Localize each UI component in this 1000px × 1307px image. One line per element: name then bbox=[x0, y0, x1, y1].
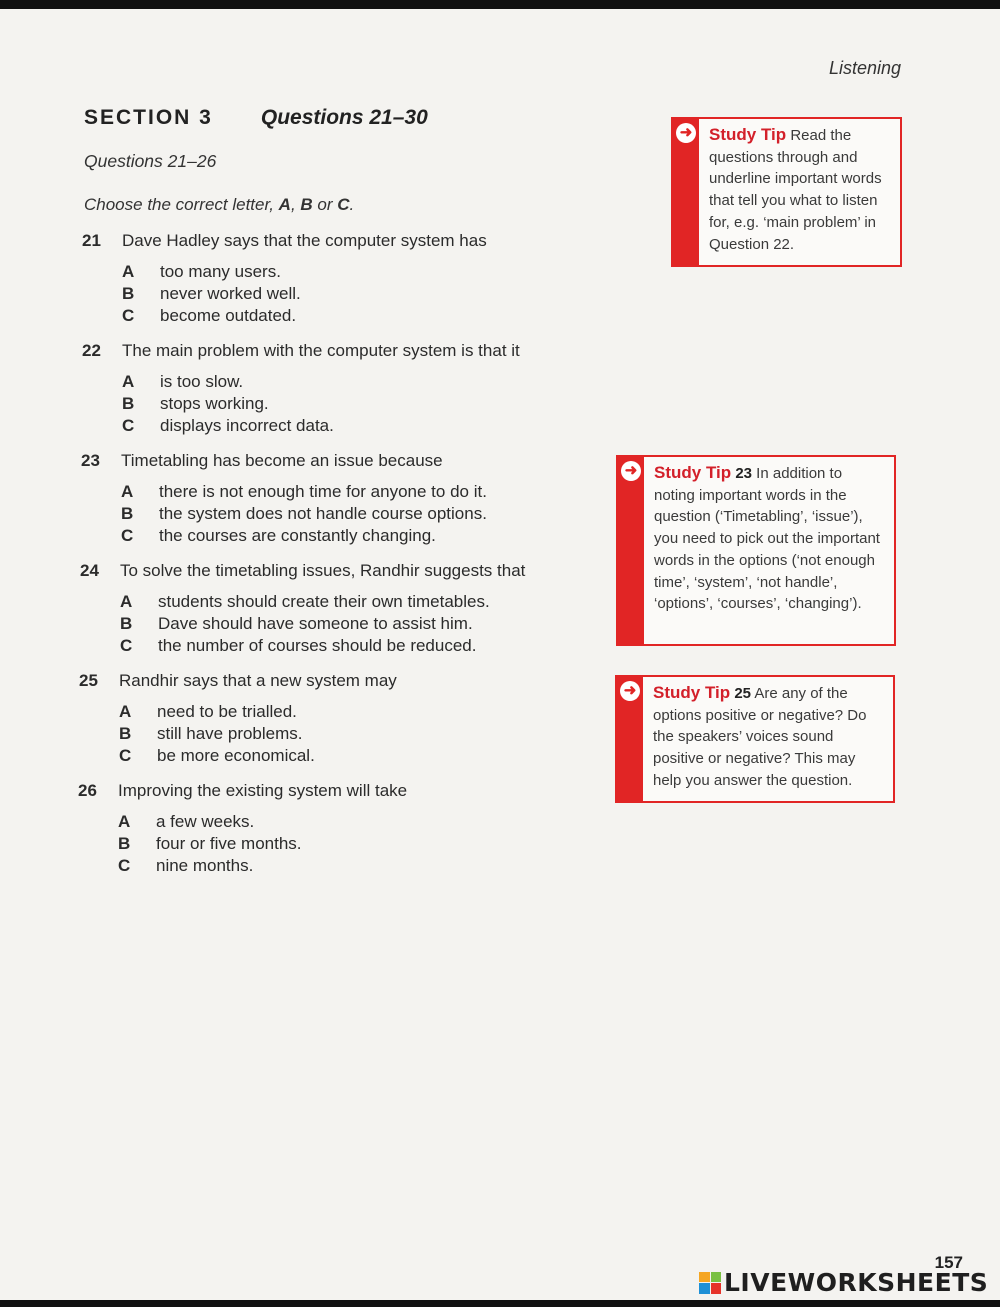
liveworksheets-logo-icon bbox=[699, 1272, 721, 1294]
question-number: 22 bbox=[82, 341, 101, 360]
question-22 bbox=[82, 341, 520, 438]
study-tip-box bbox=[671, 117, 902, 267]
option-letter: A bbox=[119, 702, 132, 721]
option-text: need to be trialled. bbox=[157, 702, 297, 721]
option-letter: C bbox=[120, 636, 133, 655]
option-text: nine months. bbox=[156, 856, 254, 875]
top-border bbox=[0, 0, 1000, 9]
option-list bbox=[119, 702, 397, 768]
option-letter: A bbox=[120, 592, 133, 611]
question-26 bbox=[78, 781, 407, 878]
tip-strip bbox=[618, 457, 644, 644]
option-text: be more economical. bbox=[157, 746, 315, 765]
option-letter: C bbox=[118, 856, 131, 875]
tip-body bbox=[643, 677, 893, 801]
option-text: the courses are constantly changing. bbox=[159, 526, 436, 545]
instruction-end: . bbox=[349, 195, 355, 214]
tip-body bbox=[644, 457, 894, 644]
tip-strip bbox=[673, 119, 699, 265]
option-letter: A bbox=[122, 372, 135, 391]
instruction-separator: or bbox=[312, 195, 338, 214]
option-c[interactable] bbox=[119, 746, 397, 768]
option-letter: B bbox=[121, 504, 134, 523]
tip-number: 23 bbox=[735, 465, 752, 482]
option-list bbox=[120, 592, 525, 658]
option-text: Dave should have someone to assist him. bbox=[158, 614, 473, 633]
option-letter: A bbox=[122, 262, 135, 281]
section-label: SECTION 3 bbox=[84, 106, 213, 129]
instruction-letter-b: B bbox=[300, 195, 313, 214]
option-b[interactable] bbox=[119, 724, 397, 746]
option-letter: A bbox=[118, 812, 131, 831]
watermark-text: LIVEWORKSHEETS bbox=[724, 1268, 989, 1297]
page-number: 157 bbox=[934, 1253, 963, 1272]
option-letter: C bbox=[119, 746, 132, 765]
question-number: 23 bbox=[81, 451, 100, 470]
option-a[interactable] bbox=[119, 702, 397, 724]
option-text: is too slow. bbox=[160, 372, 244, 391]
tip-text: Are any of the options positive or negative? Do the speakers’ voices sound positive or negative? This may help you answer the question. bbox=[653, 685, 867, 789]
option-text: still have problems. bbox=[157, 724, 303, 743]
question-stem: Timetabling has become an issue because bbox=[121, 451, 443, 470]
question-25 bbox=[79, 671, 397, 768]
instruction bbox=[84, 195, 354, 215]
option-c[interactable] bbox=[122, 306, 487, 328]
option-text: displays incorrect data. bbox=[160, 416, 334, 435]
option-letter: C bbox=[122, 416, 135, 435]
option-list bbox=[118, 812, 407, 878]
question-stem: Improving the existing system will take bbox=[118, 781, 408, 800]
option-letter: B bbox=[122, 394, 135, 413]
arrow-right-icon: ➜ bbox=[620, 681, 640, 701]
question-number: 25 bbox=[79, 671, 98, 690]
option-text: too many users. bbox=[160, 262, 281, 281]
option-text: become outdated. bbox=[160, 306, 297, 325]
instruction-text: Choose the correct letter, bbox=[84, 195, 279, 214]
tip-label: Study Tip bbox=[654, 463, 732, 482]
option-letter: C bbox=[122, 306, 135, 325]
option-letter: B bbox=[118, 834, 131, 853]
option-letter: C bbox=[121, 526, 134, 545]
sub-range: Questions 21–26 bbox=[84, 151, 217, 171]
question-number: 24 bbox=[80, 561, 99, 580]
question-stem: Dave Hadley says that the computer system has bbox=[122, 231, 487, 250]
liveworksheets-watermark bbox=[699, 1268, 988, 1297]
option-a[interactable] bbox=[121, 482, 487, 504]
tip-strip bbox=[617, 677, 643, 801]
question-stem: The main problem with the computer system is that it bbox=[122, 341, 520, 360]
option-c[interactable] bbox=[121, 526, 487, 548]
option-list bbox=[122, 372, 520, 438]
question-24 bbox=[80, 561, 525, 658]
question-21 bbox=[82, 231, 487, 328]
question-stem: To solve the timetabling issues, Randhir suggests that bbox=[120, 561, 526, 580]
option-b[interactable] bbox=[121, 504, 487, 526]
tip-body bbox=[699, 119, 900, 265]
option-a[interactable] bbox=[120, 592, 525, 614]
study-tip-box-25 bbox=[615, 675, 895, 803]
option-letter: B bbox=[120, 614, 133, 633]
tip-number: 25 bbox=[734, 685, 751, 702]
option-letter: B bbox=[122, 284, 135, 303]
option-c[interactable] bbox=[120, 636, 525, 658]
option-text: never worked well. bbox=[160, 284, 301, 303]
option-a[interactable] bbox=[122, 372, 520, 394]
instruction-separator: , bbox=[290, 195, 301, 214]
section-heading bbox=[84, 106, 428, 130]
study-tip-box-23 bbox=[616, 455, 896, 646]
option-text: stops working. bbox=[160, 394, 269, 413]
tip-label: Study Tip bbox=[709, 125, 787, 144]
question-stem: Randhir says that a new system may bbox=[119, 671, 397, 690]
option-letter: B bbox=[119, 724, 132, 743]
arrow-right-icon: ➜ bbox=[676, 123, 696, 143]
option-b[interactable] bbox=[122, 394, 520, 416]
option-c[interactable] bbox=[122, 416, 520, 438]
question-number: 21 bbox=[82, 231, 101, 250]
tip-text: In addition to noting important words in the question (‘Timetabling’, ‘issue’), you need to pick out the important words in the options (‘not enough time’, ‘system’, ‘not handle’, ‘options’, ‘courses’, ‘changing’). bbox=[654, 465, 880, 613]
option-text: a few weeks. bbox=[156, 812, 255, 831]
question-23 bbox=[81, 451, 487, 548]
option-c[interactable] bbox=[118, 856, 407, 878]
option-b[interactable] bbox=[118, 834, 407, 856]
running-head: Listening bbox=[828, 58, 901, 78]
arrow-right-icon: ➜ bbox=[621, 461, 641, 481]
option-list bbox=[122, 262, 487, 328]
question-number: 26 bbox=[78, 781, 97, 800]
option-letter: A bbox=[121, 482, 134, 501]
instruction-letter-c: C bbox=[337, 195, 350, 214]
option-b[interactable] bbox=[120, 614, 525, 636]
bottom-border bbox=[0, 1300, 1000, 1307]
option-text: there is not enough time for anyone to do it. bbox=[159, 482, 487, 501]
option-text: students should create their own timetables. bbox=[158, 592, 490, 611]
option-a[interactable] bbox=[122, 262, 487, 284]
tip-text: Read the questions through and underline important words that tell you what to listen for, e.g. ‘main problem’ in Question 22. bbox=[709, 127, 882, 253]
option-list bbox=[121, 482, 487, 548]
option-text: the system does not handle course options. bbox=[159, 504, 487, 523]
section-range: Questions 21–30 bbox=[260, 106, 428, 129]
tip-label: Study Tip bbox=[653, 683, 731, 702]
option-text: the number of courses should be reduced. bbox=[158, 636, 477, 655]
instruction-letter-a: A bbox=[278, 195, 291, 214]
option-text: four or five months. bbox=[156, 834, 302, 853]
option-a[interactable] bbox=[118, 812, 407, 834]
option-b[interactable] bbox=[122, 284, 487, 306]
